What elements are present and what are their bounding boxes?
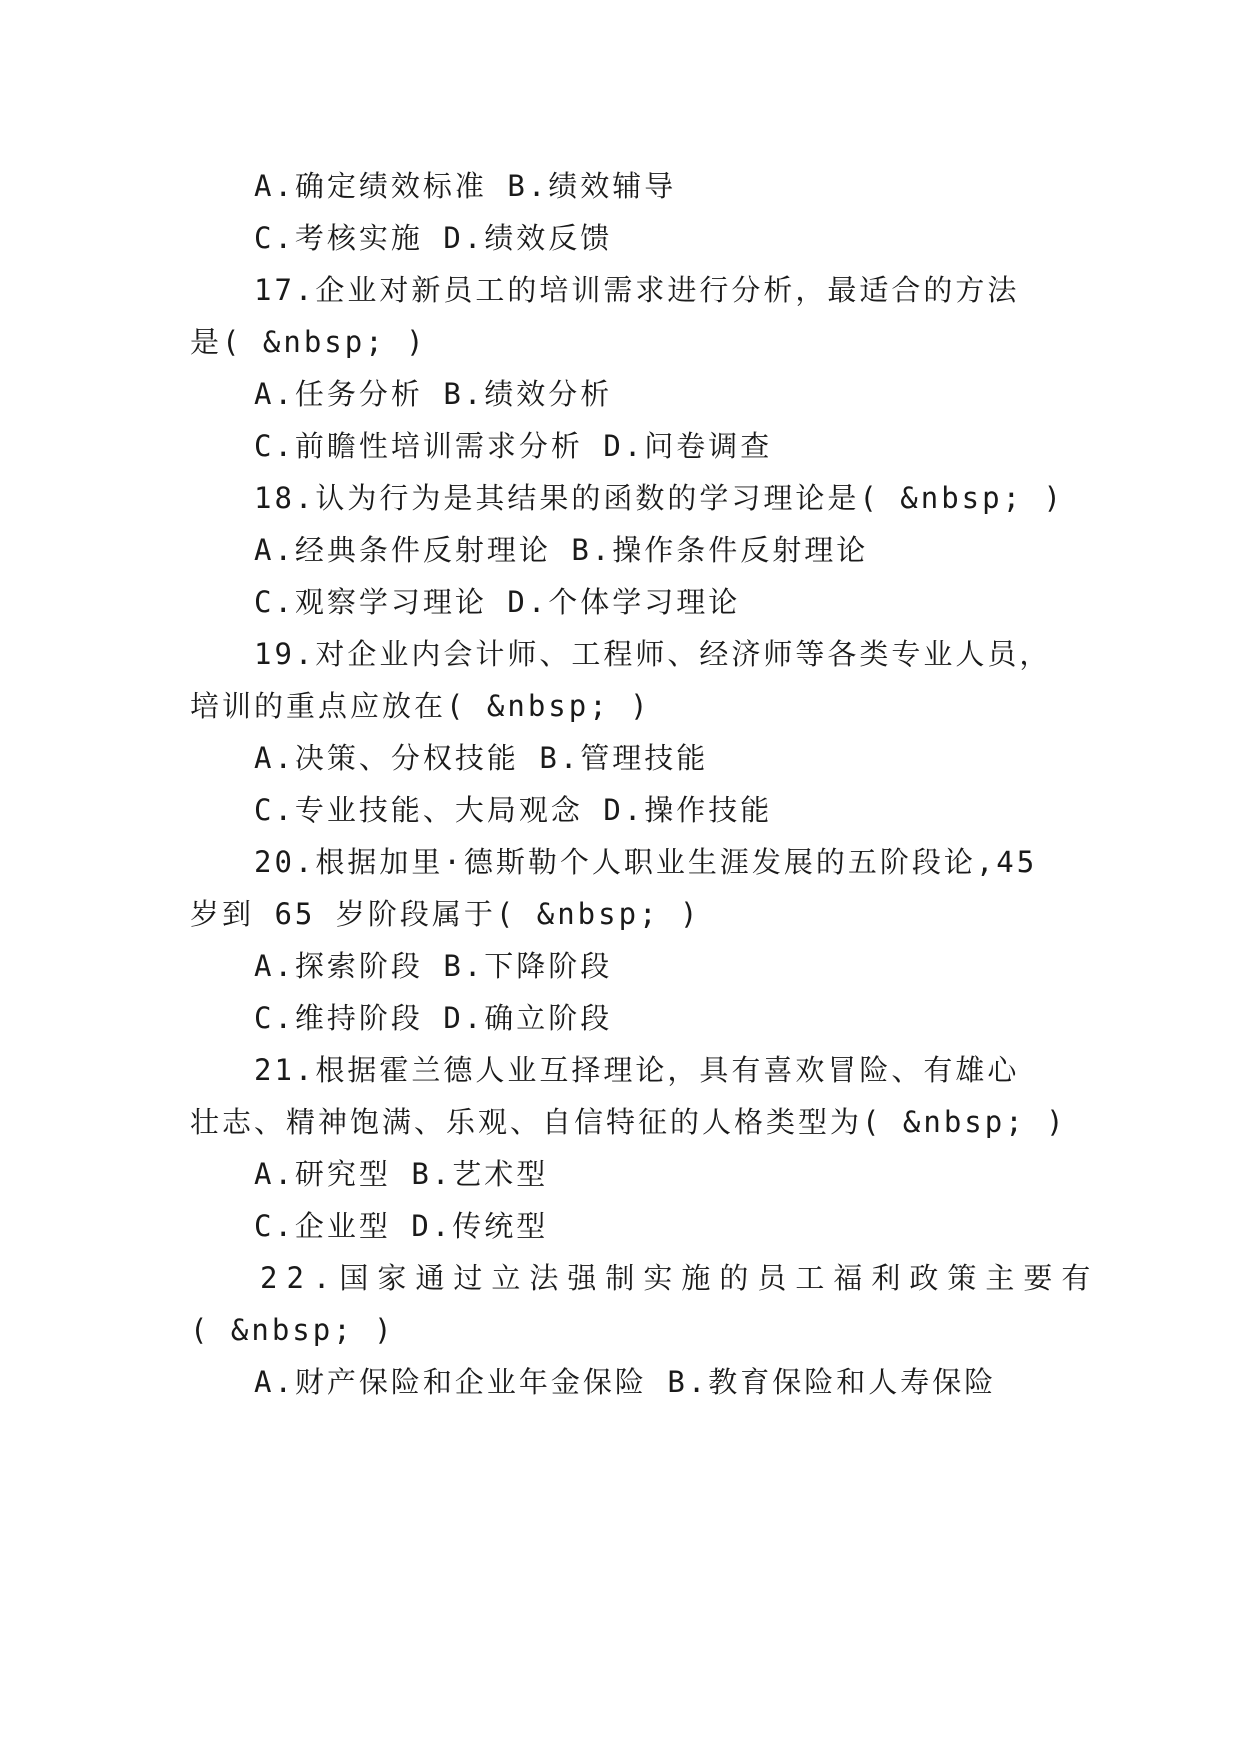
q22-options-ab: A.财产保险和企业年金保险 B.教育保险和人寿保险 [254, 1365, 997, 1399]
q22-stem-cont: ( &nbsp; ) [190, 1313, 395, 1347]
q22-stem: 22.国家通过立法强制实施的员工福利政策主要有 [260, 1261, 1100, 1295]
q21-options-cd: C.企业型 D.传统型 [254, 1209, 549, 1243]
q16-options-cd: C.考核实施 D.绩效反馈 [254, 221, 613, 255]
q17-stem-cont: 是( &nbsp; ) [190, 325, 427, 359]
q19-options-ab: A.决策、分权技能 B.管理技能 [254, 741, 709, 775]
q20-stem-cont: 岁到 65 岁阶段属于( &nbsp; ) [190, 897, 701, 931]
q20-options-cd: C.维持阶段 D.确立阶段 [254, 1001, 613, 1035]
q19-stem-cont: 培训的重点应放在( &nbsp; ) [190, 689, 651, 723]
q20-stem: 20.根据加里·德斯勒个人职业生涯发展的五阶段论,45 [254, 845, 1038, 879]
q21-stem-cont: 壮志、精神饱满、乐观、自信特征的人格类型为( &nbsp; ) [190, 1105, 1067, 1139]
q17-options-ab: A.任务分析 B.绩效分析 [254, 377, 613, 411]
q19-options-cd: C.专业技能、大局观念 D.操作技能 [254, 793, 773, 827]
q18-stem: 18.认为行为是其结果的函数的学习理论是( &nbsp; ) [254, 481, 1064, 515]
q19-stem: 19.对企业内会计师、工程师、经济师等各类专业人员， [254, 637, 1052, 671]
q17-options-cd: C.前瞻性培训需求分析 D.问卷调查 [254, 429, 773, 463]
q21-stem: 21.根据霍兰德人业互择理论，具有喜欢冒险、有雄心 [254, 1053, 1020, 1087]
q18-options-ab: A.经典条件反射理论 B.操作条件反射理论 [254, 533, 869, 567]
q20-options-ab: A.探索阶段 B.下降阶段 [254, 949, 613, 983]
q16-options-ab: A.确定绩效标准 B.绩效辅导 [254, 169, 677, 203]
q21-options-ab: A.研究型 B.艺术型 [254, 1157, 549, 1191]
q18-options-cd: C.观察学习理论 D.个体学习理论 [254, 585, 741, 619]
q17-stem: 17.企业对新员工的培训需求进行分析，最适合的方法 [254, 273, 1020, 307]
